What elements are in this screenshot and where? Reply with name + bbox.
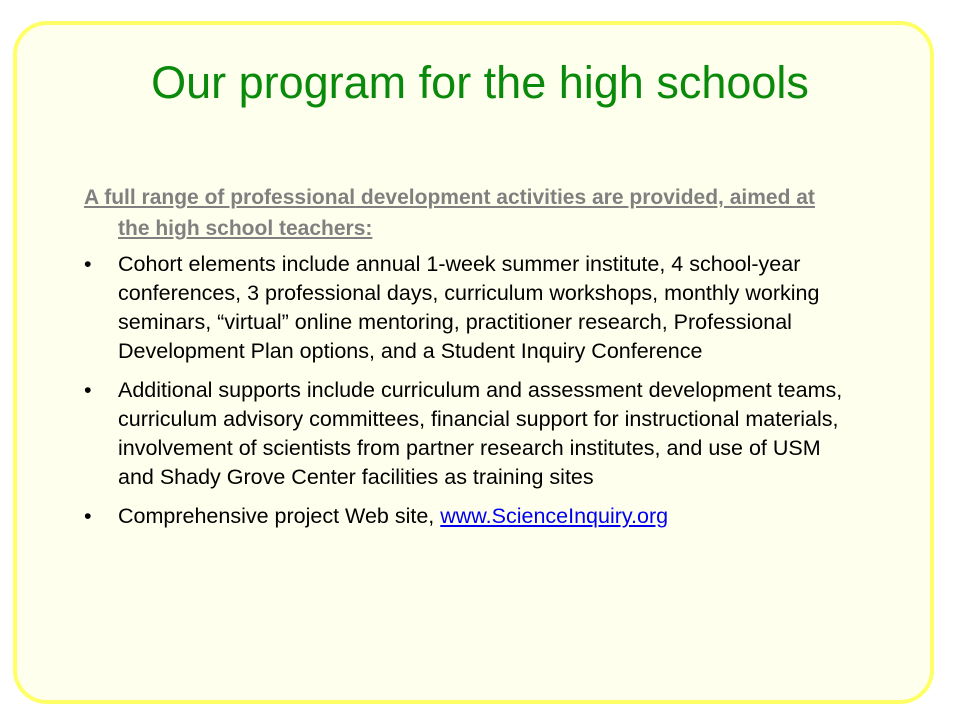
bullet-item-supports bbox=[84, 376, 854, 492]
bullet-item-cohort bbox=[84, 250, 854, 366]
bullet-item-website bbox=[84, 502, 854, 531]
bullet-text-cohort: Cohort elements include annual 1-week summer institute, 4 school-year conferences, 3 professional days, curriculum workshops, monthly working seminars, “virtual” online mentoring, practitioner research, Professional Development Plan options, and a Student Inquiry Conference bbox=[118, 252, 820, 363]
intro-text: A full range of professional development activities are provided, aimed at the high school teachers: bbox=[84, 186, 815, 240]
bullet-text-supports: Additional supports include curriculum and assessment development teams, curriculum advisory committees, financial support for instructional materials, involvement of scientists from partner research institutes, and use of USM and Shady Grove Center facilities as training sites bbox=[118, 378, 843, 489]
slide-title: Our program for the high schools bbox=[151, 57, 809, 108]
bullet-text-website: Comprehensive project Web site, bbox=[118, 504, 441, 528]
bullet-list bbox=[84, 250, 854, 541]
bullet-icon: • bbox=[84, 252, 92, 276]
bullet-icon: • bbox=[84, 378, 92, 402]
bullet-icon: • bbox=[84, 504, 92, 528]
website-link[interactable]: www.ScienceInquiry.org bbox=[440, 504, 669, 528]
